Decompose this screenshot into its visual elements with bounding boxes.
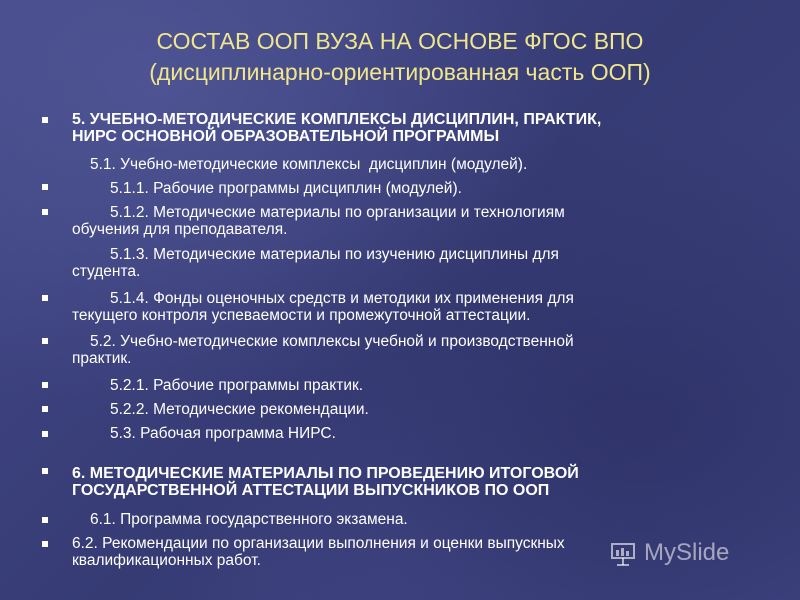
slide-title	[0, 26, 800, 88]
list-item-line: текущего контроля успеваемости и промежуточной аттестации.	[72, 307, 531, 324]
list-item	[90, 156, 527, 173]
list-item-text: 5.2.1. Рабочие программы практик.	[110, 377, 364, 394]
list-item-text: 5.2.2. Методические рекомендации.	[110, 401, 369, 418]
title-line-2: (дисциплинарно-ориентированная часть ООП)	[149, 59, 651, 85]
bullet-marker	[42, 406, 48, 412]
bullet-marker	[42, 468, 48, 474]
bullet-marker	[42, 382, 48, 388]
list-item	[72, 333, 574, 367]
slides-icon	[608, 538, 638, 568]
list-item-text	[72, 333, 574, 367]
list-item-text	[72, 290, 574, 324]
list-item	[110, 180, 462, 197]
list-item	[110, 401, 369, 418]
list-item-line: обучения для преподавателя.	[72, 221, 288, 238]
title-line-1: СОСТАВ ООП ВУЗА НА ОСНОВЕ ФГОС ВПО	[156, 28, 644, 54]
list-item	[90, 511, 408, 528]
bullet-marker	[42, 184, 48, 190]
list-item-line: 5.1.2. Методические материалы по организации и технологиям	[110, 204, 565, 221]
list-item-text	[72, 246, 559, 280]
watermark	[608, 538, 729, 568]
bullet-marker	[42, 117, 48, 123]
list-item	[72, 535, 565, 569]
list-item-line: 5.1.4. Фонды оценочных средств и методики их применения для	[110, 290, 574, 307]
bullet-marker	[42, 541, 48, 547]
list-item-line: практик.	[72, 350, 132, 367]
list-item-text	[72, 204, 565, 238]
bullet-marker	[42, 295, 48, 301]
list-item	[72, 465, 579, 499]
list-item	[72, 111, 601, 145]
list-item-line: 5.2. Учебно-методические комплексы учебной и производственной	[90, 333, 574, 350]
list-item	[72, 246, 559, 280]
bullet-marker	[42, 338, 48, 344]
bullet-marker	[42, 209, 48, 215]
list-item-text: 5.1. Учебно-методические комплексы дисциплин (модулей).	[90, 156, 528, 173]
list-item	[72, 204, 565, 238]
list-item-text: 5. УЧЕБНО-МЕТОДИЧЕСКИЕ КОМПЛЕКСЫ ДИСЦИПЛИН, ПРАКТИК, НИРС ОСНОВНОЙ ОБРАЗОВАТЕЛЬНОЙ ПРОГРАММЫ	[72, 111, 602, 145]
list-item	[110, 377, 363, 394]
list-item-line: 5.1.3. Методические материалы по изучению дисциплины для	[110, 246, 559, 263]
bullet-marker	[42, 431, 48, 437]
watermark-text: MySlide	[644, 539, 730, 566]
list-item-text: 6.2. Рекомендации по организации выполнения и оценки выпускных квалификационных работ.	[72, 535, 565, 569]
list-item	[72, 290, 574, 324]
list-item-text: 5.1.1. Рабочие программы дисциплин (модулей).	[110, 180, 462, 197]
list-item-text: 6. МЕТОДИЧЕСКИЕ МАТЕРИАЛЫ ПО ПРОВЕДЕНИЮ ИТОГОВОЙ ГОСУДАРСТВЕННОЙ АТТЕСТАЦИИ ВЫПУСКНИКОВ ПО ООП	[72, 465, 579, 499]
bullet-marker	[42, 517, 48, 523]
list-item-text: 5.3. Рабочая программа НИРС.	[110, 425, 336, 442]
list-item-line: студента.	[72, 263, 141, 280]
list-item-text: 6.1. Программа государственного экзамена.	[90, 511, 408, 528]
list-item	[110, 425, 336, 442]
